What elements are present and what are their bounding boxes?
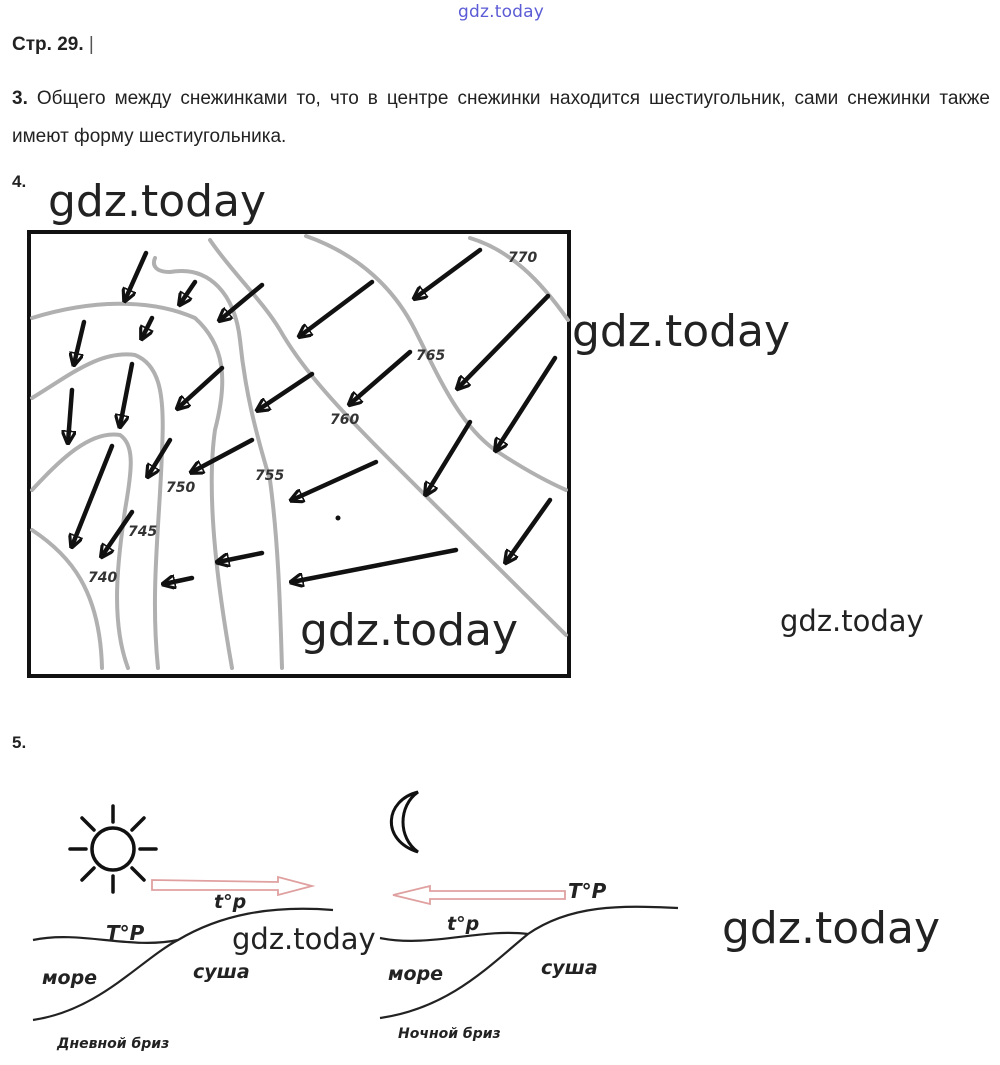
wind-arrow xyxy=(125,253,146,300)
night-breeze-arrow xyxy=(393,886,565,904)
wind-arrow xyxy=(180,282,195,304)
page-number: Стр. 29. xyxy=(12,34,84,55)
night-sea-label: море xyxy=(388,963,444,985)
isobar-label: 750 xyxy=(166,480,196,496)
wind-arrow xyxy=(192,440,252,472)
watermark: gdz.today xyxy=(48,176,267,227)
isobar-edge xyxy=(32,530,102,668)
day-breeze-caption: Дневной бриз xyxy=(57,1036,170,1052)
isobar-760 xyxy=(210,240,566,635)
isobar-label: 770 xyxy=(508,250,538,266)
night-land-label: суша xyxy=(541,957,598,979)
wind-arrow xyxy=(300,282,372,336)
day-land-label: суша xyxy=(193,961,250,983)
night-sea-temp-pressure: t°p xyxy=(447,913,480,935)
isobar-label: 765 xyxy=(416,348,446,364)
task-5-number: 5. xyxy=(12,733,27,752)
watermark: gdz.today xyxy=(722,903,941,954)
night-breeze-caption: Ночной бриз xyxy=(398,1026,501,1042)
wind-arrow xyxy=(142,318,152,338)
wind-arrow xyxy=(426,422,470,494)
wind-arrow xyxy=(258,374,312,410)
day-sea-label: море xyxy=(42,967,98,989)
night-land-temp-pressure: T°P xyxy=(568,879,607,903)
task-3-number: 3. xyxy=(12,88,28,109)
wind-arrow xyxy=(218,553,262,562)
watermark: gdz.today xyxy=(232,922,376,956)
isobar-label: 740 xyxy=(88,570,118,586)
isobar-740 xyxy=(32,434,131,668)
wind-arrow xyxy=(496,358,555,450)
wind-arrow xyxy=(148,440,170,476)
wind-arrow xyxy=(178,368,222,408)
task-4-number: 4. xyxy=(12,172,27,191)
wind-arrow xyxy=(68,390,72,442)
isobar-750 xyxy=(32,304,232,668)
watermark-top: gdz.today xyxy=(458,2,545,22)
isobar-label: 760 xyxy=(330,412,360,428)
wind-arrow xyxy=(415,250,480,298)
watermark: gdz.today xyxy=(572,306,791,357)
day-land-temp-pressure: t°p xyxy=(214,891,247,913)
wind-arrow xyxy=(120,364,132,426)
wind-arrow xyxy=(292,550,456,582)
wind-arrow xyxy=(350,352,410,404)
wind-arrow xyxy=(292,462,376,500)
task-3-text: Общего между снежинками то, что в центре снежинки находится шестиугольник, сами снежинки также имеют форму шестиугольника. xyxy=(12,88,991,147)
wind-arrow xyxy=(458,296,548,388)
watermark: gdz.today xyxy=(780,604,924,638)
center-dot xyxy=(336,516,341,521)
wind-arrow xyxy=(72,446,112,546)
wind-arrow xyxy=(74,322,84,364)
wind-arrow xyxy=(220,285,262,320)
text-cursor: | xyxy=(88,34,94,55)
moon-icon xyxy=(391,792,418,852)
watermark: gdz.today xyxy=(300,605,519,656)
wind-arrow xyxy=(506,500,550,562)
day-sea-temp-pressure: T°P xyxy=(106,921,145,945)
isobar-label: 745 xyxy=(128,524,158,540)
sun-icon xyxy=(70,806,156,892)
isobar-label: 755 xyxy=(255,468,285,484)
wind-arrow xyxy=(164,578,192,584)
